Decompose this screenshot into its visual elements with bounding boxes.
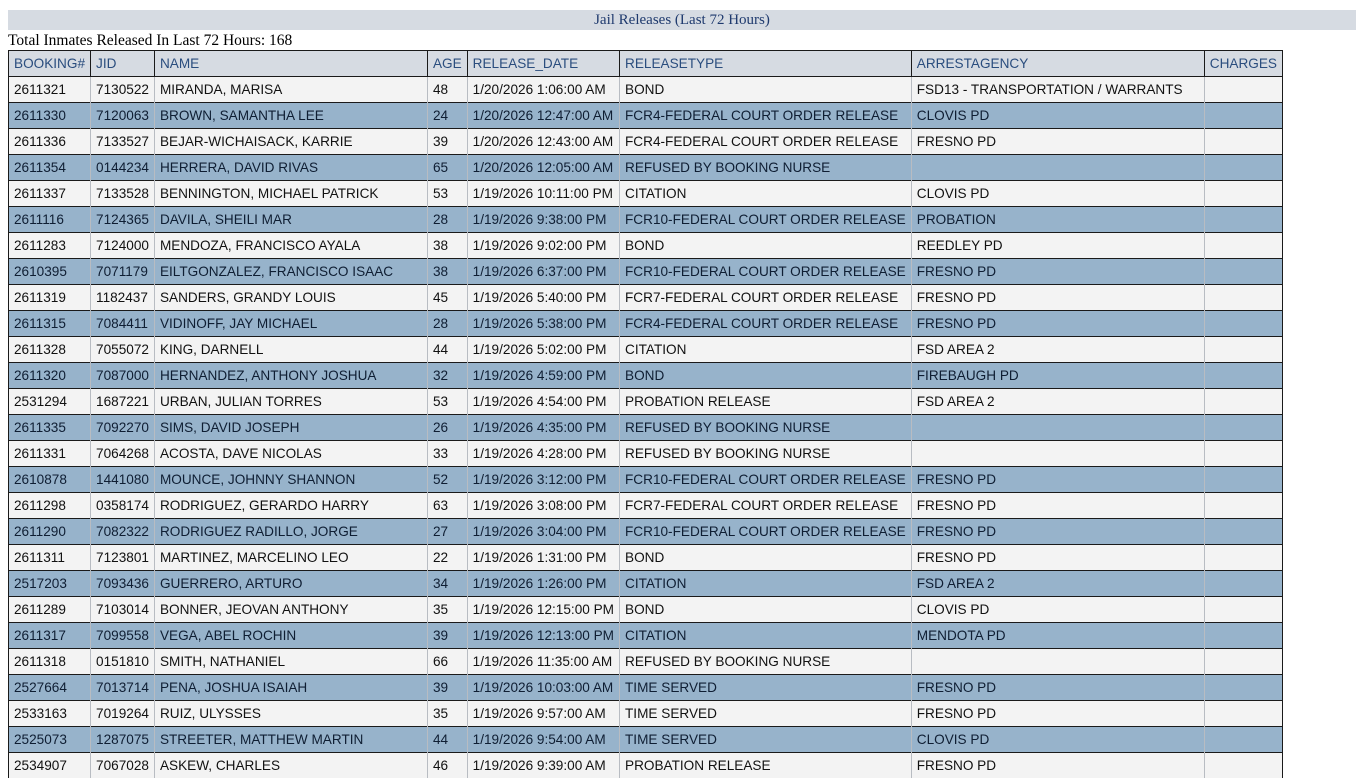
cell-release-type: FCR7-FEDERAL COURT ORDER RELEASE xyxy=(620,493,912,519)
cell-booking-number: 2611289 xyxy=(9,597,91,623)
cell-inmate-name: BEJAR-WICHAISACK, KARRIE xyxy=(154,129,427,155)
page-title: Jail Releases (Last 72 Hours) xyxy=(8,10,1356,30)
cell-jid: 7124000 xyxy=(91,233,155,259)
cell-booking-number: 2611335 xyxy=(9,415,91,441)
cell-jid: 0358174 xyxy=(91,493,155,519)
cell-release-type: REFUSED BY BOOKING NURSE xyxy=(620,649,912,675)
cell-age: 33 xyxy=(427,441,467,467)
table-row xyxy=(9,441,1283,467)
cell-jid: 7103014 xyxy=(91,597,155,623)
cell-release-date: 1/19/2026 10:03:00 AM xyxy=(467,675,619,701)
cell-arrest-agency: FRESNO PD xyxy=(911,129,1204,155)
cell-release-type: REFUSED BY BOOKING NURSE xyxy=(620,415,912,441)
cell-release-type: TIME SERVED xyxy=(620,727,912,753)
cell-inmate-name: RUIZ, ULYSSES xyxy=(154,701,427,727)
cell-release-type: FCR10-FEDERAL COURT ORDER RELEASE xyxy=(620,207,912,233)
cell-jid: 7064268 xyxy=(91,441,155,467)
table-row xyxy=(9,181,1283,207)
cell-arrest-agency: FSD13 - TRANSPORTATION / WARRANTS xyxy=(911,77,1204,103)
cell-release-date: 1/20/2026 12:05:00 AM xyxy=(467,155,619,181)
table-row xyxy=(9,129,1283,155)
cell-charges xyxy=(1204,493,1282,519)
cell-arrest-agency: FRESNO PD xyxy=(911,753,1204,778)
cell-arrest-agency: CLOVIS PD xyxy=(911,103,1204,129)
cell-booking-number: 2611354 xyxy=(9,155,91,181)
cell-charges xyxy=(1204,545,1282,571)
table-row xyxy=(9,155,1283,181)
cell-arrest-agency: FIREBAUGH PD xyxy=(911,363,1204,389)
cell-release-type: CITATION xyxy=(620,337,912,363)
cell-release-date: 1/19/2026 12:15:00 PM xyxy=(467,597,619,623)
cell-inmate-name: MIRANDA, MARISA xyxy=(154,77,427,103)
cell-release-date: 1/19/2026 4:54:00 PM xyxy=(467,389,619,415)
cell-charges xyxy=(1204,389,1282,415)
cell-jid: 7013714 xyxy=(91,675,155,701)
cell-arrest-agency: FSD AREA 2 xyxy=(911,571,1204,597)
cell-release-date: 1/19/2026 9:39:00 AM xyxy=(467,753,619,778)
cell-age: 38 xyxy=(427,233,467,259)
cell-booking-number: 2611290 xyxy=(9,519,91,545)
cell-inmate-name: MARTINEZ, MARCELINO LEO xyxy=(154,545,427,571)
cell-age: 44 xyxy=(427,727,467,753)
table-row xyxy=(9,545,1283,571)
cell-charges xyxy=(1204,103,1282,129)
cell-release-type: FCR4-FEDERAL COURT ORDER RELEASE xyxy=(620,103,912,129)
column-header-booking[interactable]: BOOKING# xyxy=(9,51,91,77)
cell-booking-number: 2611321 xyxy=(9,77,91,103)
cell-arrest-agency: CLOVIS PD xyxy=(911,727,1204,753)
cell-jid: 7067028 xyxy=(91,753,155,778)
table-row xyxy=(9,493,1283,519)
cell-jid: 7055072 xyxy=(91,337,155,363)
cell-age: 46 xyxy=(427,753,467,778)
cell-age: 44 xyxy=(427,337,467,363)
table-row xyxy=(9,233,1283,259)
cell-jid: 1182437 xyxy=(91,285,155,311)
table-row xyxy=(9,389,1283,415)
cell-age: 35 xyxy=(427,701,467,727)
column-header-arrest-agency[interactable]: ARRESTAGENCY xyxy=(911,51,1204,77)
cell-charges xyxy=(1204,701,1282,727)
cell-charges xyxy=(1204,155,1282,181)
cell-release-date: 1/19/2026 1:26:00 PM xyxy=(467,571,619,597)
cell-release-type: FCR10-FEDERAL COURT ORDER RELEASE xyxy=(620,519,912,545)
cell-age: 63 xyxy=(427,493,467,519)
cell-arrest-agency: FRESNO PD xyxy=(911,311,1204,337)
column-header-name[interactable]: NAME xyxy=(154,51,427,77)
cell-release-type: FCR10-FEDERAL COURT ORDER RELEASE xyxy=(620,467,912,493)
cell-age: 52 xyxy=(427,467,467,493)
table-row xyxy=(9,467,1283,493)
cell-charges xyxy=(1204,519,1282,545)
cell-jid: 7133528 xyxy=(91,181,155,207)
cell-age: 22 xyxy=(427,545,467,571)
cell-arrest-agency: FSD AREA 2 xyxy=(911,389,1204,415)
cell-booking-number: 2527664 xyxy=(9,675,91,701)
cell-booking-number: 2610395 xyxy=(9,259,91,285)
cell-booking-number: 2610878 xyxy=(9,467,91,493)
cell-release-type: FCR10-FEDERAL COURT ORDER RELEASE xyxy=(620,259,912,285)
cell-charges xyxy=(1204,623,1282,649)
cell-inmate-name: STREETER, MATTHEW MARTIN xyxy=(154,727,427,753)
cell-charges xyxy=(1204,597,1282,623)
cell-arrest-agency: PROBATION xyxy=(911,207,1204,233)
cell-booking-number: 2533163 xyxy=(9,701,91,727)
cell-booking-number: 2611298 xyxy=(9,493,91,519)
column-header-release-date[interactable]: RELEASE_DATE xyxy=(467,51,619,77)
cell-inmate-name: URBAN, JULIAN TORRES xyxy=(154,389,427,415)
cell-booking-number: 2611336 xyxy=(9,129,91,155)
cell-booking-number: 2611315 xyxy=(9,311,91,337)
cell-inmate-name: ASKEW, CHARLES xyxy=(154,753,427,778)
cell-jid: 0144234 xyxy=(91,155,155,181)
cell-release-type: FCR4-FEDERAL COURT ORDER RELEASE xyxy=(620,129,912,155)
cell-release-date: 1/19/2026 4:35:00 PM xyxy=(467,415,619,441)
column-header-release-type[interactable]: RELEASETYPE xyxy=(620,51,912,77)
cell-arrest-agency: FRESNO PD xyxy=(911,675,1204,701)
column-header-charges[interactable]: CHARGES xyxy=(1204,51,1282,77)
cell-release-date: 1/19/2026 10:11:00 PM xyxy=(467,181,619,207)
cell-arrest-agency: MENDOTA PD xyxy=(911,623,1204,649)
cell-inmate-name: BROWN, SAMANTHA LEE xyxy=(154,103,427,129)
cell-release-date: 1/20/2026 1:06:00 AM xyxy=(467,77,619,103)
cell-release-date: 1/19/2026 4:28:00 PM xyxy=(467,441,619,467)
cell-release-type: FCR7-FEDERAL COURT ORDER RELEASE xyxy=(620,285,912,311)
cell-charges xyxy=(1204,311,1282,337)
cell-release-type: REFUSED BY BOOKING NURSE xyxy=(620,441,912,467)
cell-charges xyxy=(1204,207,1282,233)
cell-inmate-name: SANDERS, GRANDY LOUIS xyxy=(154,285,427,311)
cell-charges xyxy=(1204,181,1282,207)
cell-jid: 1441080 xyxy=(91,467,155,493)
cell-age: 39 xyxy=(427,623,467,649)
cell-inmate-name: VEGA, ABEL ROCHIN xyxy=(154,623,427,649)
cell-release-date: 1/19/2026 9:54:00 AM xyxy=(467,727,619,753)
cell-arrest-agency: FRESNO PD xyxy=(911,493,1204,519)
cell-release-date: 1/19/2026 5:38:00 PM xyxy=(467,311,619,337)
cell-inmate-name: RODRIGUEZ, GERARDO HARRY xyxy=(154,493,427,519)
cell-jid: 7120063 xyxy=(91,103,155,129)
cell-inmate-name: BONNER, JEOVAN ANTHONY xyxy=(154,597,427,623)
cell-charges xyxy=(1204,467,1282,493)
cell-inmate-name: SMITH, NATHANIEL xyxy=(154,649,427,675)
cell-arrest-agency: FRESNO PD xyxy=(911,701,1204,727)
cell-age: 53 xyxy=(427,181,467,207)
total-released-count: Total Inmates Released In Last 72 Hours: 168 xyxy=(8,32,292,50)
table-body xyxy=(9,77,1283,778)
cell-release-type: TIME SERVED xyxy=(620,701,912,727)
cell-jid: 7124365 xyxy=(91,207,155,233)
cell-arrest-agency: FSD AREA 2 xyxy=(911,337,1204,363)
cell-inmate-name: MENDOZA, FRANCISCO AYALA xyxy=(154,233,427,259)
cell-age: 38 xyxy=(427,259,467,285)
cell-booking-number: 2534907 xyxy=(9,753,91,778)
cell-jid: 7019264 xyxy=(91,701,155,727)
cell-arrest-agency: CLOVIS PD xyxy=(911,597,1204,623)
cell-release-type: PROBATION RELEASE xyxy=(620,389,912,415)
cell-charges xyxy=(1204,649,1282,675)
cell-inmate-name: EILTGONZALEZ, FRANCISCO ISAAC xyxy=(154,259,427,285)
table-row xyxy=(9,701,1283,727)
cell-jid: 7133527 xyxy=(91,129,155,155)
cell-inmate-name: KING, DARNELL xyxy=(154,337,427,363)
cell-age: 28 xyxy=(427,311,467,337)
cell-release-type: BOND xyxy=(620,233,912,259)
cell-release-date: 1/19/2026 4:59:00 PM xyxy=(467,363,619,389)
cell-arrest-agency: FRESNO PD xyxy=(911,545,1204,571)
cell-booking-number: 2611331 xyxy=(9,441,91,467)
releases-table xyxy=(8,50,1283,778)
cell-age: 34 xyxy=(427,571,467,597)
cell-charges xyxy=(1204,675,1282,701)
cell-booking-number: 2517203 xyxy=(9,571,91,597)
cell-arrest-agency xyxy=(911,415,1204,441)
cell-arrest-agency: CLOVIS PD xyxy=(911,181,1204,207)
cell-release-type: TIME SERVED xyxy=(620,675,912,701)
cell-release-date: 1/20/2026 12:47:00 AM xyxy=(467,103,619,129)
cell-booking-number: 2611317 xyxy=(9,623,91,649)
table-row xyxy=(9,675,1283,701)
cell-inmate-name: SIMS, DAVID JOSEPH xyxy=(154,415,427,441)
cell-charges xyxy=(1204,727,1282,753)
cell-booking-number: 2611328 xyxy=(9,337,91,363)
cell-release-type: BOND xyxy=(620,597,912,623)
table-row xyxy=(9,519,1283,545)
cell-release-date: 1/19/2026 5:40:00 PM xyxy=(467,285,619,311)
cell-jid: 7093436 xyxy=(91,571,155,597)
table-row xyxy=(9,571,1283,597)
cell-charges xyxy=(1204,129,1282,155)
cell-release-date: 1/20/2026 12:43:00 AM xyxy=(467,129,619,155)
table-row xyxy=(9,363,1283,389)
cell-release-date: 1/19/2026 9:57:00 AM xyxy=(467,701,619,727)
column-header-jid[interactable]: JID xyxy=(91,51,155,77)
cell-release-type: REFUSED BY BOOKING NURSE xyxy=(620,155,912,181)
cell-inmate-name: BENNINGTON, MICHAEL PATRICK xyxy=(154,181,427,207)
table-row xyxy=(9,649,1283,675)
cell-inmate-name: PENA, JOSHUA ISAIAH xyxy=(154,675,427,701)
table-row xyxy=(9,337,1283,363)
table-row xyxy=(9,207,1283,233)
cell-release-type: FCR4-FEDERAL COURT ORDER RELEASE xyxy=(620,311,912,337)
table-row xyxy=(9,597,1283,623)
cell-age: 24 xyxy=(427,103,467,129)
cell-charges xyxy=(1204,441,1282,467)
cell-release-type: BOND xyxy=(620,363,912,389)
cell-charges xyxy=(1204,753,1282,778)
cell-inmate-name: VIDINOFF, JAY MICHAEL xyxy=(154,311,427,337)
table-header-row xyxy=(9,51,1283,77)
cell-age: 35 xyxy=(427,597,467,623)
cell-jid: 7082322 xyxy=(91,519,155,545)
cell-charges xyxy=(1204,77,1282,103)
cell-charges xyxy=(1204,363,1282,389)
cell-charges xyxy=(1204,233,1282,259)
cell-release-type: CITATION xyxy=(620,623,912,649)
cell-booking-number: 2531294 xyxy=(9,389,91,415)
cell-release-date: 1/19/2026 9:02:00 PM xyxy=(467,233,619,259)
cell-release-type: BOND xyxy=(620,77,912,103)
table-row xyxy=(9,727,1283,753)
cell-release-date: 1/19/2026 9:38:00 PM xyxy=(467,207,619,233)
cell-arrest-agency: FRESNO PD xyxy=(911,519,1204,545)
table-row xyxy=(9,285,1283,311)
cell-release-date: 1/19/2026 6:37:00 PM xyxy=(467,259,619,285)
cell-charges xyxy=(1204,259,1282,285)
cell-booking-number: 2611320 xyxy=(9,363,91,389)
cell-inmate-name: GUERRERO, ARTURO xyxy=(154,571,427,597)
table-row xyxy=(9,311,1283,337)
column-header-age[interactable]: AGE xyxy=(427,51,467,77)
cell-inmate-name: HERNANDEZ, ANTHONY JOSHUA xyxy=(154,363,427,389)
cell-age: 39 xyxy=(427,129,467,155)
cell-jid: 7130522 xyxy=(91,77,155,103)
cell-age: 45 xyxy=(427,285,467,311)
cell-age: 48 xyxy=(427,77,467,103)
cell-age: 32 xyxy=(427,363,467,389)
cell-release-date: 1/19/2026 3:08:00 PM xyxy=(467,493,619,519)
cell-jid: 0151810 xyxy=(91,649,155,675)
cell-arrest-agency xyxy=(911,155,1204,181)
cell-age: 27 xyxy=(427,519,467,545)
cell-arrest-agency: REEDLEY PD xyxy=(911,233,1204,259)
cell-arrest-agency: FRESNO PD xyxy=(911,467,1204,493)
cell-age: 65 xyxy=(427,155,467,181)
cell-booking-number: 2611116 xyxy=(9,207,91,233)
cell-booking-number: 2611318 xyxy=(9,649,91,675)
table-row xyxy=(9,103,1283,129)
cell-jid: 7123801 xyxy=(91,545,155,571)
cell-jid: 7071179 xyxy=(91,259,155,285)
cell-release-type: CITATION xyxy=(620,571,912,597)
cell-age: 26 xyxy=(427,415,467,441)
cell-inmate-name: MOUNCE, JOHNNY SHANNON xyxy=(154,467,427,493)
cell-release-type: PROBATION RELEASE xyxy=(620,753,912,778)
cell-jid: 7099558 xyxy=(91,623,155,649)
cell-charges xyxy=(1204,337,1282,363)
table-row xyxy=(9,259,1283,285)
cell-booking-number: 2611283 xyxy=(9,233,91,259)
cell-release-date: 1/19/2026 3:04:00 PM xyxy=(467,519,619,545)
cell-booking-number: 2611337 xyxy=(9,181,91,207)
cell-booking-number: 2611319 xyxy=(9,285,91,311)
cell-release-type: BOND xyxy=(620,545,912,571)
cell-jid: 7092270 xyxy=(91,415,155,441)
cell-arrest-agency xyxy=(911,441,1204,467)
cell-inmate-name: RODRIGUEZ RADILLO, JORGE xyxy=(154,519,427,545)
cell-arrest-agency: FRESNO PD xyxy=(911,285,1204,311)
cell-charges xyxy=(1204,285,1282,311)
cell-release-date: 1/19/2026 5:02:00 PM xyxy=(467,337,619,363)
cell-jid: 7084411 xyxy=(91,311,155,337)
cell-inmate-name: ACOSTA, DAVE NICOLAS xyxy=(154,441,427,467)
cell-age: 66 xyxy=(427,649,467,675)
cell-age: 28 xyxy=(427,207,467,233)
cell-jid: 1687221 xyxy=(91,389,155,415)
cell-arrest-agency: FRESNO PD xyxy=(911,259,1204,285)
cell-age: 39 xyxy=(427,675,467,701)
cell-arrest-agency xyxy=(911,649,1204,675)
cell-booking-number: 2611311 xyxy=(9,545,91,571)
table-row xyxy=(9,753,1283,778)
cell-release-date: 1/19/2026 12:13:00 PM xyxy=(467,623,619,649)
cell-jid: 1287075 xyxy=(91,727,155,753)
cell-release-date: 1/19/2026 11:35:00 AM xyxy=(467,649,619,675)
cell-booking-number: 2525073 xyxy=(9,727,91,753)
cell-release-date: 1/19/2026 1:31:00 PM xyxy=(467,545,619,571)
cell-age: 53 xyxy=(427,389,467,415)
cell-charges xyxy=(1204,571,1282,597)
cell-inmate-name: DAVILA, SHEILI MAR xyxy=(154,207,427,233)
cell-release-date: 1/19/2026 3:12:00 PM xyxy=(467,467,619,493)
table-row xyxy=(9,415,1283,441)
cell-booking-number: 2611330 xyxy=(9,103,91,129)
cell-jid: 7087000 xyxy=(91,363,155,389)
table-row xyxy=(9,77,1283,103)
cell-inmate-name: HERRERA, DAVID RIVAS xyxy=(154,155,427,181)
cell-release-type: CITATION xyxy=(620,181,912,207)
table-row xyxy=(9,623,1283,649)
cell-charges xyxy=(1204,415,1282,441)
